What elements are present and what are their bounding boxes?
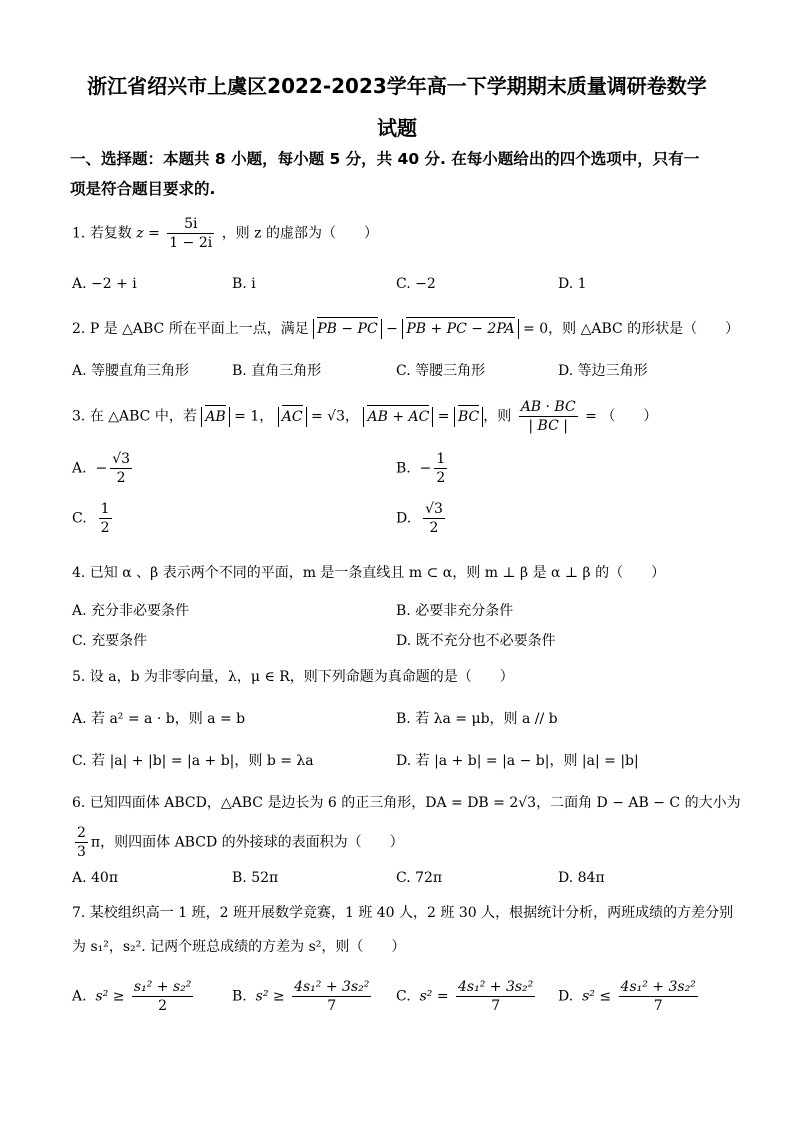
q3-number: 3.: [72, 408, 86, 425]
q2-option-c: C. 等腰三角形: [396, 363, 486, 379]
q1-pre: 若复数: [89, 225, 132, 242]
q1-frac-num: 5i: [167, 215, 214, 234]
q3-abs-bc: [454, 407, 483, 427]
q6-option-c: C. 72π: [396, 870, 443, 886]
q3-a-num: √3: [112, 451, 131, 467]
q3-c2: AC: [281, 408, 303, 425]
q7-option-b: [232, 978, 374, 1015]
q3-frac-den: | BC |: [528, 418, 568, 434]
q7-a-num: s₁² + s₂²: [133, 979, 192, 995]
q7-a-label: A.: [72, 988, 87, 1005]
q3-abs-ac: [278, 407, 307, 427]
q6-line2-text: π，则四面体 ABCD 的外接球的表面积为（ ）: [90, 834, 404, 851]
q1-fraction: [167, 215, 214, 252]
q2-option-b: B. 直角三角形: [232, 363, 322, 379]
q3-d-den: 2: [429, 520, 439, 536]
q1-option-b: B. i: [232, 276, 256, 292]
q7-d-label: D.: [558, 988, 574, 1005]
q3-a-den: 2: [116, 470, 126, 486]
q2-eq0: = 0: [518, 321, 549, 337]
q3-c4v: ，则: [483, 408, 512, 425]
question-7-line2: 为 s₁²，s₂². 记两个班总成绩的方差为 s²，则（ ）: [72, 939, 406, 955]
q3-b-label: B.: [396, 460, 411, 477]
q7-b-num: 4s₁² + 3s₂²: [294, 979, 370, 995]
q3-b-num: 1: [436, 451, 446, 467]
q7-d-den: 7: [653, 998, 663, 1014]
q1-number: 1.: [72, 225, 86, 242]
q3-c-label: C.: [72, 510, 87, 527]
q3-d-frac: [423, 500, 445, 537]
q6-frac-den: 3: [77, 844, 86, 860]
q3-c-frac: [99, 500, 112, 537]
q7-c-frac: [456, 978, 535, 1015]
q2-expr1: PB − PC: [317, 321, 378, 337]
question-7-line1: 7. 某校组织高一 1 班，2 班开展数学竞赛，1 班 40 人，2 班 30 人，根据统计分析，两班成绩的方差分别: [72, 905, 734, 921]
q7-b-lhs: s² ≥: [255, 988, 285, 1005]
q5-option-d: D. 若 |a + b| = |a − b|，则 |a| = |b|: [396, 753, 639, 769]
q3-fraction: [519, 398, 578, 435]
q6-option-a: A. 40π: [72, 870, 119, 886]
q1-frac-den: 1 − 2i: [169, 235, 213, 251]
q2-post: ，则 △ABC 的形状是（ ）: [548, 321, 740, 337]
q7-b-label: B.: [232, 988, 247, 1005]
q1-post: ，则 z 的虚部为（ ）: [221, 225, 378, 242]
q3-pre: 在 △ABC 中，若: [89, 408, 197, 425]
question-5: 5. 设 a，b 为非零向量，λ，μ ∈ R，则下列命题为真命题的是（ ）: [72, 669, 514, 685]
q3-c-num: 1: [100, 501, 110, 517]
q1-z: z: [136, 225, 144, 242]
q2-option-a: A. 等腰直角三角形: [72, 363, 190, 379]
q5-option-b: B. 若 λa = μb，则 a // b: [396, 711, 558, 727]
q2-minus: −: [381, 321, 403, 337]
section-heading-line2: 项是符合题目要求的.: [70, 180, 216, 198]
q3-frac-num: AB · BC: [520, 399, 576, 415]
q3-a-frac: [110, 450, 132, 487]
q3-b-den: 2: [436, 470, 446, 486]
q3-abs-ab: [201, 407, 229, 427]
q3-abs-sum: [363, 407, 433, 427]
q7-c-num: 4s₁² + 3s₂²: [458, 979, 534, 995]
q3-c1v: = 1，: [229, 408, 274, 425]
q7-a-lhs: s² ≥: [95, 988, 125, 1005]
q7-d-frac: [619, 978, 698, 1015]
q4-option-b: B. 必要非充分条件: [396, 603, 514, 619]
q7-option-a: [72, 978, 196, 1015]
q3-c3v: =: [433, 408, 454, 425]
q7-c-lhs: s² =: [419, 988, 449, 1005]
q7-option-d: [558, 978, 701, 1015]
q6-option-d: D. 84π: [558, 870, 605, 886]
q1-option-c: C. −2: [396, 276, 436, 292]
q1-eq: =: [148, 225, 160, 242]
q3-option-c: [72, 500, 115, 537]
q7-d-lhs: s² ≤: [582, 988, 612, 1005]
q2-abs2: [402, 319, 518, 339]
q3-post: = （ ）: [585, 408, 658, 425]
q7-b-den: 7: [327, 998, 337, 1014]
doc-title-line2: 试题: [377, 116, 417, 140]
q3-option-b: [396, 450, 450, 487]
q7-c-label: C.: [396, 988, 411, 1005]
q7-b-frac: [292, 978, 371, 1015]
q3-c4: BC: [457, 408, 480, 425]
q3-c1: AB: [205, 408, 226, 425]
section-heading: [70, 144, 730, 204]
q2-pre: P 是 △ABC 所在平面上一点，满足: [89, 321, 309, 337]
q6-option-b: B. 52π: [232, 870, 279, 886]
q5-option-c: C. 若 |a| + |b| = |a + b|，则 b = λa: [72, 753, 314, 769]
q3-c3: AB + AC: [367, 408, 430, 425]
question-2: [72, 318, 739, 339]
q3-b-frac: [434, 450, 447, 487]
q7-c-den: 7: [491, 998, 501, 1014]
q7-a-den: 2: [158, 998, 168, 1014]
doc-title-line1: 浙江省绍兴市上虞区2022-2023学年高一下学期期末质量调研卷数学: [87, 74, 707, 98]
q2-expr2: PB + PC − 2PA: [406, 321, 515, 337]
q3-a-label: A.: [72, 460, 87, 477]
q6-frac-num: 2: [77, 825, 86, 841]
question-3: [72, 398, 657, 435]
question-1: [72, 215, 378, 252]
q1-option-d: D. 1: [558, 276, 587, 292]
q3-option-a: [72, 450, 135, 487]
q1-option-a: A. −2 + i: [72, 276, 137, 292]
question-4: 4. 已知 α 、β 表示两个不同的平面，m 是一条直线且 m ⊂ α，则 m ⊥ β 是 α ⊥ β 的（ ）: [72, 565, 666, 581]
q3-d-num: √3: [425, 501, 443, 517]
q7-d-num: 4s₁² + 3s₂²: [620, 979, 696, 995]
question-6-line1: 6. 已知四面体 ABCD，△ABC 是边长为 6 的正三角形，DA = DB = 2√3，二面角 D − AB − C 的大小为: [72, 795, 741, 811]
q2-abs1: [313, 319, 381, 339]
q6-fraction: [75, 824, 88, 861]
q3-c-den: 2: [100, 520, 110, 536]
q2-option-d: D. 等边三角形: [558, 363, 648, 379]
q3-option-d: [396, 500, 448, 537]
section-heading-line1: 一、选择题：本题共 8 小题，每小题 5 分，共 40 分. 在每小题给出的四个选项中，只有一: [70, 150, 700, 168]
q3-a-sign: −: [95, 460, 108, 477]
q7-a-frac: [132, 978, 193, 1015]
q3-d-label: D.: [396, 510, 412, 527]
q7-option-c: [396, 978, 538, 1015]
q4-option-d: D. 既不充分也不必要条件: [396, 633, 556, 649]
question-6-line2: [72, 824, 404, 861]
q4-option-a: A. 充分非必要条件: [72, 603, 190, 619]
q5-option-a: A. 若 a² = a · b，则 a = b: [72, 711, 246, 727]
q4-option-c: C. 充要条件: [72, 633, 148, 649]
q3-c2v: = √3，: [306, 408, 360, 425]
q3-b-sign: −: [419, 460, 432, 477]
q2-number: 2.: [72, 321, 86, 337]
